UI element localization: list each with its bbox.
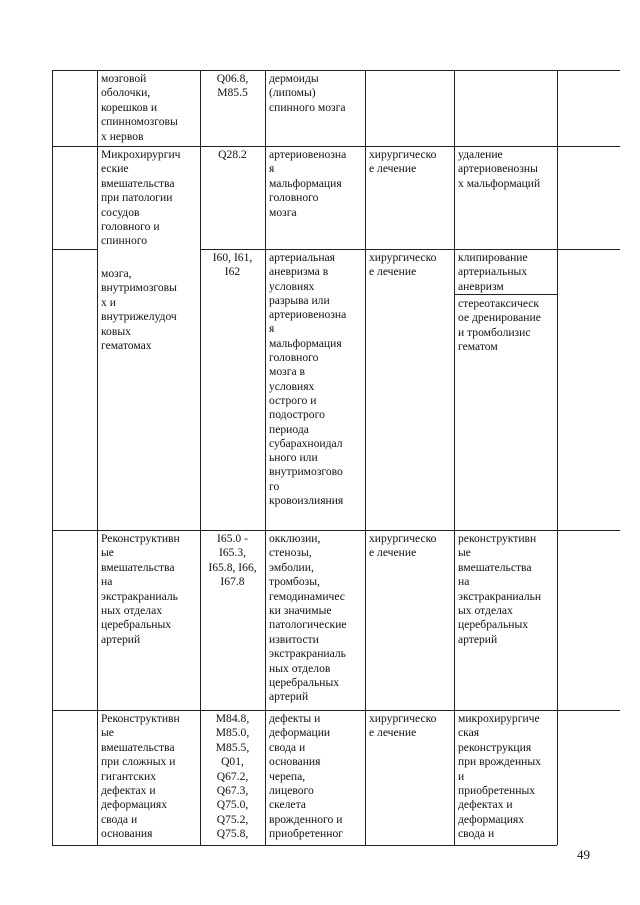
text-line: артериовенозна <box>269 148 347 161</box>
text-line: тромбозы, <box>269 575 320 589</box>
page-number: 49 <box>577 847 590 862</box>
text-line: деформациях <box>101 798 168 812</box>
text-line: спинного <box>101 234 148 248</box>
text-line: артерий <box>458 632 498 646</box>
row2-procedure-cell <box>458 148 540 191</box>
text-line: M84.8, <box>215 712 250 725</box>
text-line: M85.5, <box>215 740 250 754</box>
text-line: еские <box>101 162 129 176</box>
row5-procedure-cell <box>458 712 541 842</box>
text-line: Микрохирургич <box>101 148 181 161</box>
text-line: патологические <box>269 618 347 632</box>
text-line: хирургическо <box>369 251 437 264</box>
text-line: артерий <box>269 690 309 704</box>
text-line: M85.5 <box>217 86 248 100</box>
row4-method-cell <box>101 532 180 647</box>
text-line: дермоиды <box>269 72 319 85</box>
row4-codes-cell <box>200 532 265 590</box>
text-line: реконструктивн <box>458 532 537 545</box>
text-line: церебральных <box>101 618 172 632</box>
row3-procedure-b-cell <box>458 297 541 355</box>
text-line: х мальформаций <box>458 176 541 190</box>
text-line: вмешательства <box>101 560 175 574</box>
text-line: приобретенных <box>458 784 536 798</box>
text-line: ые <box>458 546 471 560</box>
text-line: хирургическо <box>369 532 437 545</box>
text-line: деформации <box>269 726 331 740</box>
text-line: стереотаксическ <box>458 297 540 310</box>
row4-model-cell <box>269 532 347 705</box>
text-line: гематом <box>458 340 498 354</box>
text-line: деформациях <box>458 812 525 826</box>
text-line: оболочки, <box>101 86 151 100</box>
text-line: артериовенозна <box>269 308 347 322</box>
text-line: стенозы, <box>269 546 312 560</box>
text-line: ных отделов <box>269 661 331 675</box>
row2-codes-cell <box>200 148 265 162</box>
text-line: кровоизлияния <box>269 494 344 508</box>
text-line: ская <box>458 726 480 740</box>
text-line: и <box>458 769 465 783</box>
text-line: I62 <box>224 265 241 279</box>
row-divider-2 <box>52 249 97 250</box>
text-line: церебральных <box>458 618 529 632</box>
text-line: I67.8 <box>220 575 245 589</box>
text-line: (липомы) <box>269 86 316 100</box>
text-line: ые <box>101 726 114 740</box>
text-line: и тромболизис <box>458 325 531 339</box>
text-line: субарахноидал <box>269 436 343 450</box>
text-line: головного и <box>101 220 160 234</box>
text-line: Q28.2 <box>218 148 247 161</box>
text-line: ые <box>101 546 114 560</box>
text-line: ных отделах <box>101 604 163 618</box>
text-line: е лечение <box>369 265 417 279</box>
text-line: основания <box>269 755 321 769</box>
column-divider-5 <box>454 70 455 845</box>
table-border-top <box>52 70 620 71</box>
text-line: Q06.8, <box>216 72 249 85</box>
text-line: при врожденных <box>458 755 541 769</box>
text-line: мозга в <box>269 365 305 379</box>
text-line: хирургическо <box>369 712 437 725</box>
text-line: гемодинамичес <box>269 589 345 603</box>
text-line: клипирование <box>458 251 528 264</box>
text-line: извитости <box>269 632 319 646</box>
text-line: я <box>269 162 275 176</box>
text-line: корешков и <box>101 100 158 114</box>
text-line: ьного или <box>269 451 318 465</box>
text-line: гематомах <box>101 339 152 353</box>
text-line: при сложных и <box>101 755 176 769</box>
text-line: артерий <box>101 632 141 646</box>
text-line: церебральных <box>269 676 340 690</box>
text-line: е лечение <box>369 546 417 560</box>
text-line: мальформация <box>269 176 342 190</box>
text-line: удаление <box>458 148 503 161</box>
text-line: лицевого <box>269 784 314 798</box>
text-line: условиях <box>269 279 315 293</box>
text-line: I65.3, <box>218 546 247 560</box>
row2-method-cell <box>101 148 180 249</box>
text-line: на <box>458 575 470 589</box>
row2-model-cell <box>269 148 346 220</box>
text-line: ки значимые <box>269 604 332 618</box>
text-line: на <box>101 575 113 589</box>
text-line: приобретенног <box>269 827 344 841</box>
text-line: мозговой <box>101 72 147 85</box>
text-line: Q75.8, <box>216 827 249 841</box>
text-line: свода и <box>269 740 306 754</box>
text-line: спинного мозга <box>269 100 346 114</box>
text-line: го <box>269 479 280 493</box>
column-divider-1 <box>97 70 98 845</box>
text-line: условиях <box>269 379 315 393</box>
row4-treatment-cell <box>369 532 436 561</box>
row3-procedure-a-cell <box>458 251 528 294</box>
text-line: е лечение <box>369 162 417 176</box>
row-divider-3 <box>52 530 620 531</box>
text-line: внутримозгово <box>269 465 343 479</box>
text-line: хирургическо <box>369 148 437 161</box>
text-line: подострого <box>269 408 325 422</box>
table-border-bottom <box>52 845 557 846</box>
text-line: врожденного и <box>269 812 343 826</box>
row3-model-cell <box>269 251 346 508</box>
row5-codes-cell <box>200 712 265 842</box>
text-line: экстракраниальн <box>458 589 542 603</box>
text-line: дефектах и <box>458 798 513 812</box>
row-divider-4 <box>52 710 620 711</box>
text-line: I65.8, I66, <box>208 560 257 574</box>
text-line: дефектах и <box>101 784 156 798</box>
text-line: Q75.2, <box>216 812 249 826</box>
text-line: спинномозговы <box>101 115 178 129</box>
text-line: артериальная <box>269 251 336 264</box>
text-line: экстракраниаль <box>101 589 178 603</box>
text-line: дефекты и <box>269 712 321 725</box>
row1-codes-cell <box>200 72 265 101</box>
column-divider-4 <box>365 70 366 845</box>
text-line: внутримозговы <box>101 281 177 295</box>
row1-model-cell <box>269 72 346 115</box>
row-divider-1 <box>52 146 620 147</box>
row-divider-2b <box>200 249 620 250</box>
text-line: ковых <box>101 324 131 338</box>
text-line: при патологии <box>101 191 173 205</box>
row3-codes-cell <box>200 251 265 280</box>
text-line: Реконструктивн <box>101 532 180 545</box>
text-line: Q67.3, <box>216 784 249 798</box>
row3-method-cell <box>101 267 177 353</box>
table-border-left <box>52 70 53 845</box>
column-divider-6 <box>557 70 558 845</box>
text-line: окклюзии, <box>269 532 321 545</box>
text-line: вмешательства <box>101 176 175 190</box>
text-line: реконструкция <box>458 740 532 754</box>
text-line: вмешательства <box>101 740 175 754</box>
text-line: Реконструктивн <box>101 712 180 725</box>
text-line: свода и <box>101 812 138 826</box>
text-line: периода <box>269 422 309 436</box>
text-line: микрохирургиче <box>458 712 540 725</box>
row4-procedure-cell <box>458 532 541 647</box>
text-line: M85.0, <box>215 726 250 740</box>
text-line: аневризма в <box>269 265 329 279</box>
row5-model-cell <box>269 712 343 842</box>
text-line: головного <box>269 191 319 205</box>
text-line: вмешательства <box>458 560 532 574</box>
text-line: артериальных <box>458 265 528 279</box>
text-line: I65.0 - <box>217 532 248 545</box>
text-line: скелета <box>269 798 306 812</box>
text-line: Q01, <box>221 755 244 769</box>
text-line: Q67.2, <box>216 769 249 783</box>
text-line: черепа, <box>269 769 306 783</box>
text-line: х и <box>101 295 116 309</box>
text-line: артериовенозны <box>458 162 538 176</box>
row5-method-cell <box>101 712 180 842</box>
text-line: сосудов <box>101 205 140 219</box>
row2-treatment-cell <box>369 148 436 177</box>
text-line: х нервов <box>101 129 144 143</box>
text-line: эмболии, <box>269 560 314 574</box>
text-line: я <box>269 322 275 336</box>
text-line: е лечение <box>369 726 417 740</box>
text-line: мозга, <box>101 267 132 280</box>
row3-treatment-cell <box>369 251 436 280</box>
text-line: Q75.0, <box>216 798 249 812</box>
column-divider-3 <box>265 70 266 845</box>
row1-method-cell <box>101 72 178 144</box>
text-line: экстракраниаль <box>269 647 346 661</box>
text-line: I60, I61, <box>212 251 253 264</box>
row5-treatment-cell <box>369 712 436 741</box>
text-line: мальформация <box>269 336 342 350</box>
text-line: гигантских <box>101 769 157 783</box>
text-line: ое дренирование <box>458 311 541 325</box>
text-line: ых отделах <box>458 604 513 618</box>
text-line: аневризм <box>458 279 504 293</box>
text-line: острого и <box>269 393 317 407</box>
text-line: разрыва или <box>269 293 330 307</box>
text-line: свода и <box>458 827 495 841</box>
text-line: внутрижелудоч <box>101 310 177 324</box>
text-line: головного <box>269 351 319 365</box>
text-line: основания <box>101 827 153 841</box>
text-line: мозга <box>269 205 297 219</box>
